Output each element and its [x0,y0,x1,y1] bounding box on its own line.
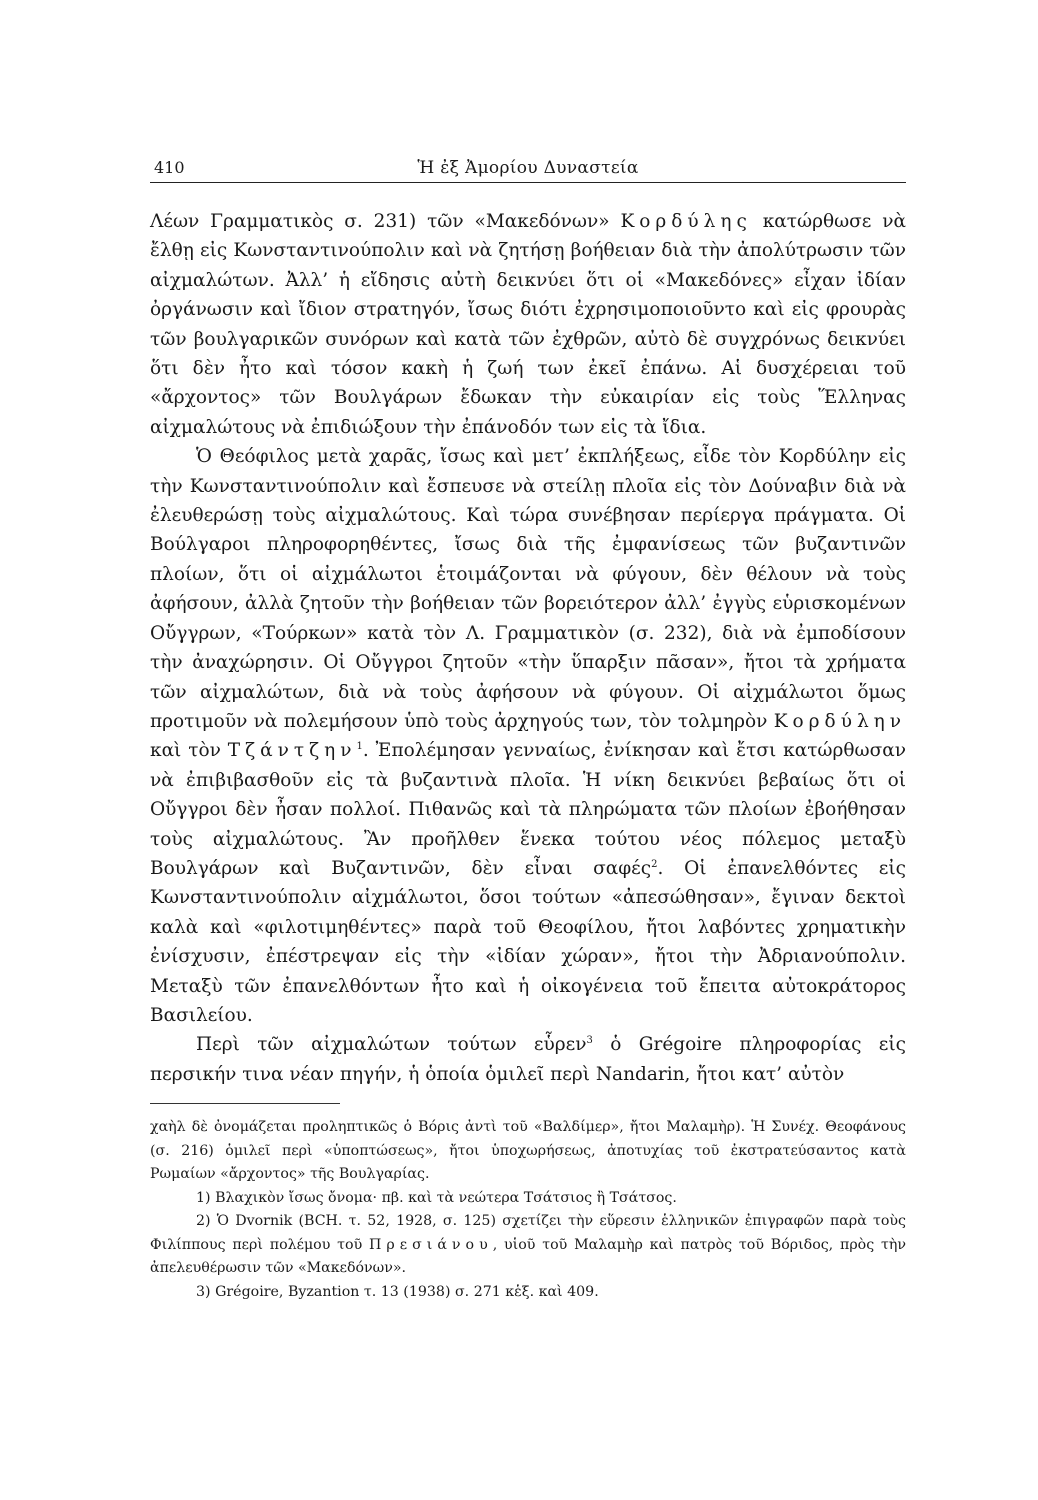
text-run: Ὁ Θεόφιλος μετὰ χαρᾶς, ἴσως καὶ μετ’ ἐκπλήξεως, εἶδε τὸν Κορδύλην εἰς τὴν Κωνσταντινούπολιν καὶ ἔσπευσε νὰ στείλῃ πλοῖα εἰς τὸν Δούναβιν διὰ νὰ ἐλευθερώσῃ τοὺς αἰχμαλώτους. Καὶ τώρα συνέβησαν περίεργα πράγματα. Οἱ Βούλγαροι πληροφορηθέντες, ἴσως διὰ τῆς ἐμφανίσεως τῶν βυζαντινῶν πλοίων, ὅτι οἱ αἰχμάλωτοι ἑτοιμάζονται νὰ φύγουν, δὲν θέλουν νὰ τοὺς ἀφήσουν, ἀλλὰ ζητοῦν τὴν βοήθειαν τῶν βορειότερον ἀλλ’ ἐγγὺς εὑρισκομένων Οὔγγρων, «Τούρκων» κατὰ τὸν Λ. Γραμματικὸν (σ. 232), διὰ νὰ ἐμποδίσουν τὴν ἀναχώρησιν. Οἱ Οὔγγροι ζητοῦν «τὴν ὕπαρξιν πᾶσαν», ἤτοι τὰ χρήματα τῶν αἰχμαλώτων, διὰ νὰ τοὺς ἀφήσουν νὰ φύγουν. Οἱ αἰχμάλωτοι ὅμως προτιμοῦν νὰ πολεμήσουν ὑπὸ τοὺς ἀρχηγούς των, τὸν τολμηρὸν [150,446,906,732]
text-run: Περὶ τῶν αἰχμαλώτων τούτων εὗρεν [196,1034,587,1056]
spaced-name: Πρεσιάνου [369,1236,493,1253]
footnote-2 [150,1210,906,1281]
text-run: καὶ τὸν [150,740,228,762]
footnotes [150,1116,906,1304]
main-text [150,207,906,1089]
text-run: 2) Ὁ Dvornik (BCH. τ. 52, 1928, σ. 125) σχετίζει τὴν εὕρεσιν ἑλληνικῶν ἐπιγραφῶν παρὰ τοὺς Φιλίππους περὶ πολέμου τοῦ [150,1213,906,1253]
spaced-name: Κορδύλης [620,211,752,232]
footnote-ref-3[interactable]: 3 [586,1035,593,1047]
text-run: ὁ Grégoire πληροφορίας εἰς περσικήν τινα νέαν πηγήν, ἡ ὁποία ὁμιλεῖ περὶ Nandarin, ἤτοι κατ’ αὐτὸν [150,1034,906,1085]
footnote-ref-2[interactable]: 2 [651,858,658,870]
footnote-ref-1[interactable]: 1 [356,741,363,753]
footnote-1: 1) Βλαχικὸν ἴσως ὄνομα· πβ. καὶ τὰ νεώτερα Τσάτσιος ἢ Τσάτσος. [196,1189,677,1206]
text-run: κατώρθωσε νὰ ἔλθῃ εἰς Κωνσταντινούπολιν καὶ νὰ ζητήσῃ βοήθειαν διὰ τὴν ἀπολύτρωσιν τῶν αἰχμαλώτων. Ἀλλ’ ἡ εἴδησις αὐτὴ δεικνύει ὅτι οἱ «Μακεδόνες» εἶχαν ἰδίαν ὀργάνωσιν καὶ ἴδιον στρατηγόν, ἴσως διότι ἐχρησιμοποιοῦντο καὶ εἰς φρουρὰς τῶν βουλγαρικῶν συνόρων καὶ κατὰ τῶν ἐχθρῶν, αὐτὸ δὲ συγχρόνως δεικνύει ὅτι δὲν ἦτο καὶ τόσον κακὴ ἡ ζωή των ἐκεῖ ἐπάνω. Αἱ δυσχέρειαι τοῦ «ἄρχοντος» τῶν Βουλγάρων ἔδωκαν τὴν εὐκαιρίαν εἰς τοὺς Ἕλληνας αἰχμαλώτους νὰ ἐπιδιώξουν τὴν ἐπάνοδόν των εἰς τὰ ἴδια. [150,211,906,438]
page-number: 410 [154,158,185,177]
text-run: , υἱοῦ τοῦ Μαλαμὴρ καὶ πατρὸς τοῦ Βόριδος, πρὸς τὴν ἀπελευθέρωσιν τῶν «Μακεδόνων». [150,1236,906,1277]
book-page [150,150,906,1304]
page-header [150,150,906,183]
paragraph-2 [150,442,906,1030]
spaced-name: Τζάντζην [227,740,357,762]
footnote-3: 3) Grégoire, Byzantion τ. 13 (1938) σ. 271 κἑξ. καὶ 409. [196,1283,599,1300]
text-run: Λέων Γραμματικὸς σ. 231) τῶν «Μακεδόνων» [150,211,621,232]
text-run: . Οἱ ἐπανελθόντες εἰς Κωνσταντινούπολιν αἰχμάλωτοι, ὅσοι τούτων «ἀπεσώθησαν», ἔγιναν δεκτοὶ καλὰ καὶ «φιλοτιμηθέντες» παρὰ τοῦ Θεοφίλου, ἤτοι λαβόντες χρηματικὴν ἐνίσχυσιν, ἐπέστρεψαν εἰς τὴν «ἰδίαν χώραν», ἤτοι τὴν Ἀδριανούπολιν. Μεταξὺ τῶν ἐπανελθόντων ἦτο καὶ ἡ οἰκογένεια τοῦ ἔπειτα αὐτοκράτορος Βασιλείου. [150,857,906,1026]
footnote-continuation: χαὴλ δὲ ὀνομάζεται προληπτικῶς ὁ Βόρις ἀντὶ τοῦ «Βαλδίμερ», ἤτοι Μαλαμὴρ). Ἡ Συνέχ. Θεοφάνους (σ. 216) ὁμιλεῖ περὶ «ὑποπτώσεως», ἤτοι ὑποχωρήσεως, ἀποτυχίας τοῦ ἐκστρατεύσαντος κατὰ Ρωμαίων «ἄρχοντος» τῆς Βουλγαρίας. [150,1119,906,1183]
spaced-name: Κορδύλην [773,710,906,732]
paragraph-3 [150,1030,906,1089]
text-run: . Ἐπολέμησαν γενναίως, ἐνίκησαν καὶ ἔτσι κατώρθωσαν νὰ ἐπιβιβασθοῦν εἰς τὰ βυζαντινὰ πλοῖα. Ἡ νίκη δεικνύει βεβαίως ὅτι οἱ Οὔγγροι δὲν ἦσαν πολλοί. Πιθανῶς καὶ τὰ πληρώματα τῶν πλοίων ἐβοήθησαν τοὺς αἰχμαλώτους. Ἂν προῆλθεν ἕνεκα τούτου νέος πόλεμος μεταξὺ Βουλγάρων καὶ Βυζαντινῶν, δὲν εἶναι σαφές [150,740,906,879]
paragraph-1 [150,207,906,442]
running-title: Ἡ ἐξ Ἀμορίου Δυναστεία [417,158,639,178]
footnote-divider [150,1103,340,1104]
